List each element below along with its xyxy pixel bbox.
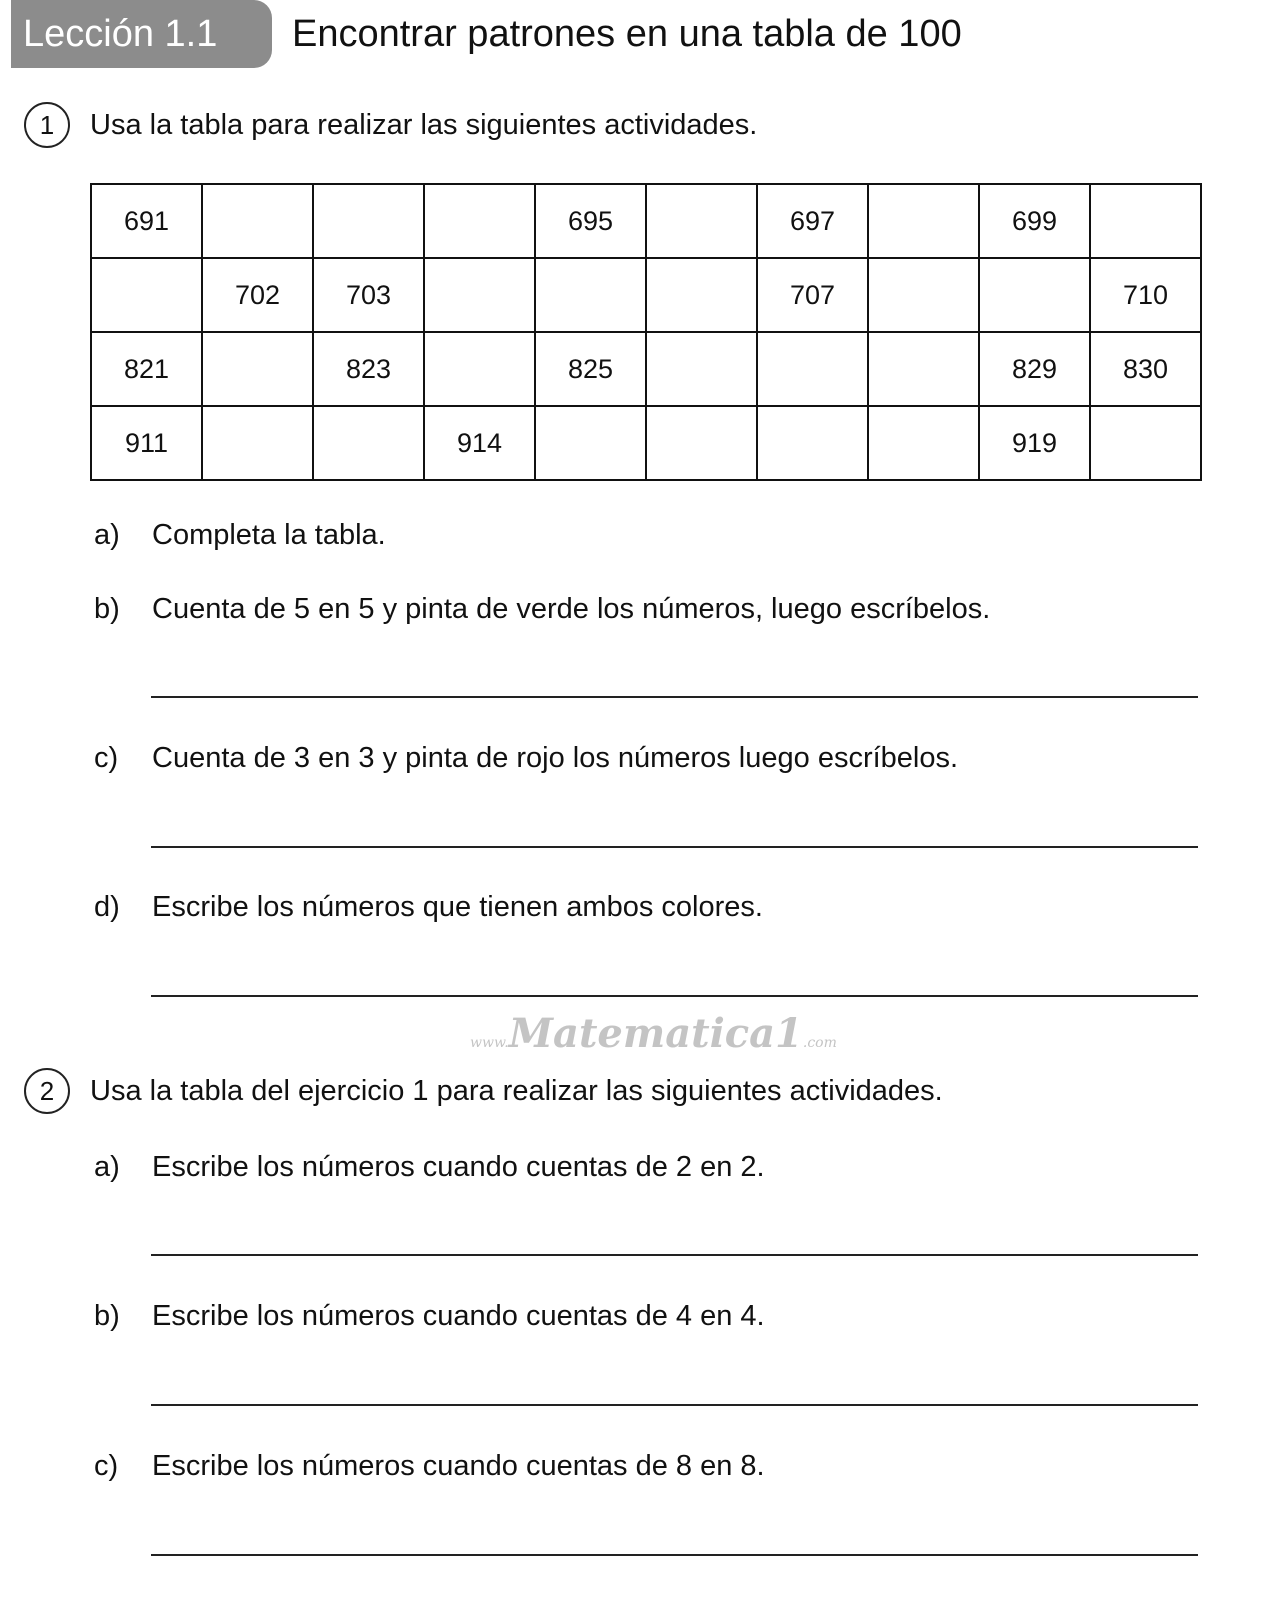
table-cell-blank[interactable] (646, 258, 757, 332)
table-cell-blank[interactable] (1090, 184, 1201, 258)
table-cell-blank[interactable] (424, 258, 535, 332)
watermark-suffix: .com (802, 1035, 837, 1051)
table-row (91, 406, 1201, 480)
item-label: c) (94, 1450, 119, 1482)
watermark-name: Matematica1 (508, 1010, 803, 1057)
q1-item-c (94, 738, 958, 778)
item-text: Cuenta de 5 en 5 y pinta de verde los números, luego escríbelos. (152, 593, 991, 625)
answer-line-q2a[interactable] (151, 1254, 1198, 1256)
table-cell-blank[interactable] (868, 406, 979, 480)
table-cell: 697 (757, 184, 868, 258)
table-cell-blank[interactable] (91, 258, 202, 332)
watermark (470, 1010, 837, 1067)
table-cell: 707 (757, 258, 868, 332)
q1-item-a (94, 515, 386, 555)
question-2-prompt: Usa la tabla del ejercicio 1 para realizar las siguientes actividades. (90, 1074, 943, 1107)
item-label: a) (94, 1151, 120, 1183)
number-table (90, 183, 1202, 481)
table-cell: 829 (979, 332, 1090, 406)
table-cell-blank[interactable] (535, 406, 646, 480)
page-title: Encontrar patrones en una tabla de 100 (292, 13, 962, 55)
table-cell-blank[interactable] (202, 332, 313, 406)
table-cell-blank[interactable] (1090, 406, 1201, 480)
table-cell-blank[interactable] (313, 184, 424, 258)
answer-line-q1b[interactable] (151, 696, 1198, 698)
table-row (91, 332, 1201, 406)
item-text: Cuenta de 3 en 3 y pinta de rojo los números luego escríbelos. (152, 742, 959, 774)
item-text: Completa la tabla. (152, 519, 386, 551)
question-number-circle: 2 (24, 1068, 70, 1114)
q2-item-b (94, 1296, 765, 1336)
table-cell-blank[interactable] (424, 332, 535, 406)
answer-line-q1c[interactable] (151, 846, 1198, 848)
table-cell: 710 (1090, 258, 1201, 332)
table-cell-blank[interactable] (313, 406, 424, 480)
q1-item-d (94, 887, 763, 927)
answer-line-q1d[interactable] (151, 995, 1198, 997)
item-text: Escribe los números que tienen ambos colores. (152, 891, 763, 923)
watermark-prefix: www. (470, 1035, 509, 1051)
question-number-circle: 1 (24, 102, 70, 148)
table-cell-blank[interactable] (535, 258, 646, 332)
table-cell: 699 (979, 184, 1090, 258)
table-row (91, 258, 1201, 332)
table-cell: 830 (1090, 332, 1201, 406)
q1-item-b (94, 589, 990, 629)
item-label: b) (94, 1300, 120, 1332)
table-row (91, 184, 1201, 258)
table-cell: 695 (535, 184, 646, 258)
table-cell-blank[interactable] (646, 406, 757, 480)
q2-item-a (94, 1147, 765, 1187)
table-cell-blank[interactable] (757, 406, 868, 480)
table-cell: 823 (313, 332, 424, 406)
table-cell-blank[interactable] (202, 184, 313, 258)
item-text: Escribe los números cuando cuentas de 4 en 4. (152, 1300, 765, 1332)
item-text: Escribe los números cuando cuentas de 8 en 8. (152, 1450, 765, 1482)
table-cell: 691 (91, 184, 202, 258)
question-2-header (24, 1068, 943, 1114)
table-cell: 825 (535, 332, 646, 406)
table-cell-blank[interactable] (868, 258, 979, 332)
table-cell-blank[interactable] (646, 184, 757, 258)
item-text: Escribe los números cuando cuentas de 2 en 2. (152, 1151, 765, 1183)
q2-item-c (94, 1446, 765, 1486)
answer-line-q2b[interactable] (151, 1404, 1198, 1406)
table-cell: 914 (424, 406, 535, 480)
item-label: c) (94, 742, 119, 774)
question-1-header (24, 102, 757, 148)
table-cell-blank[interactable] (979, 258, 1090, 332)
table-cell-blank[interactable] (868, 332, 979, 406)
table-cell: 919 (979, 406, 1090, 480)
table-cell: 911 (91, 406, 202, 480)
item-label: d) (94, 891, 120, 923)
item-label: a) (94, 519, 120, 551)
answer-line-q2c[interactable] (151, 1554, 1198, 1556)
table-cell: 821 (91, 332, 202, 406)
lesson-badge: Lección 1.1 (11, 0, 272, 68)
table-cell-blank[interactable] (868, 184, 979, 258)
question-1-prompt: Usa la tabla para realizar las siguientes actividades. (90, 108, 758, 141)
item-label: b) (94, 593, 120, 625)
table-cell-blank[interactable] (202, 406, 313, 480)
table-cell-blank[interactable] (424, 184, 535, 258)
table-cell-blank[interactable] (757, 332, 868, 406)
table-cell: 703 (313, 258, 424, 332)
table-cell: 702 (202, 258, 313, 332)
table-cell-blank[interactable] (646, 332, 757, 406)
